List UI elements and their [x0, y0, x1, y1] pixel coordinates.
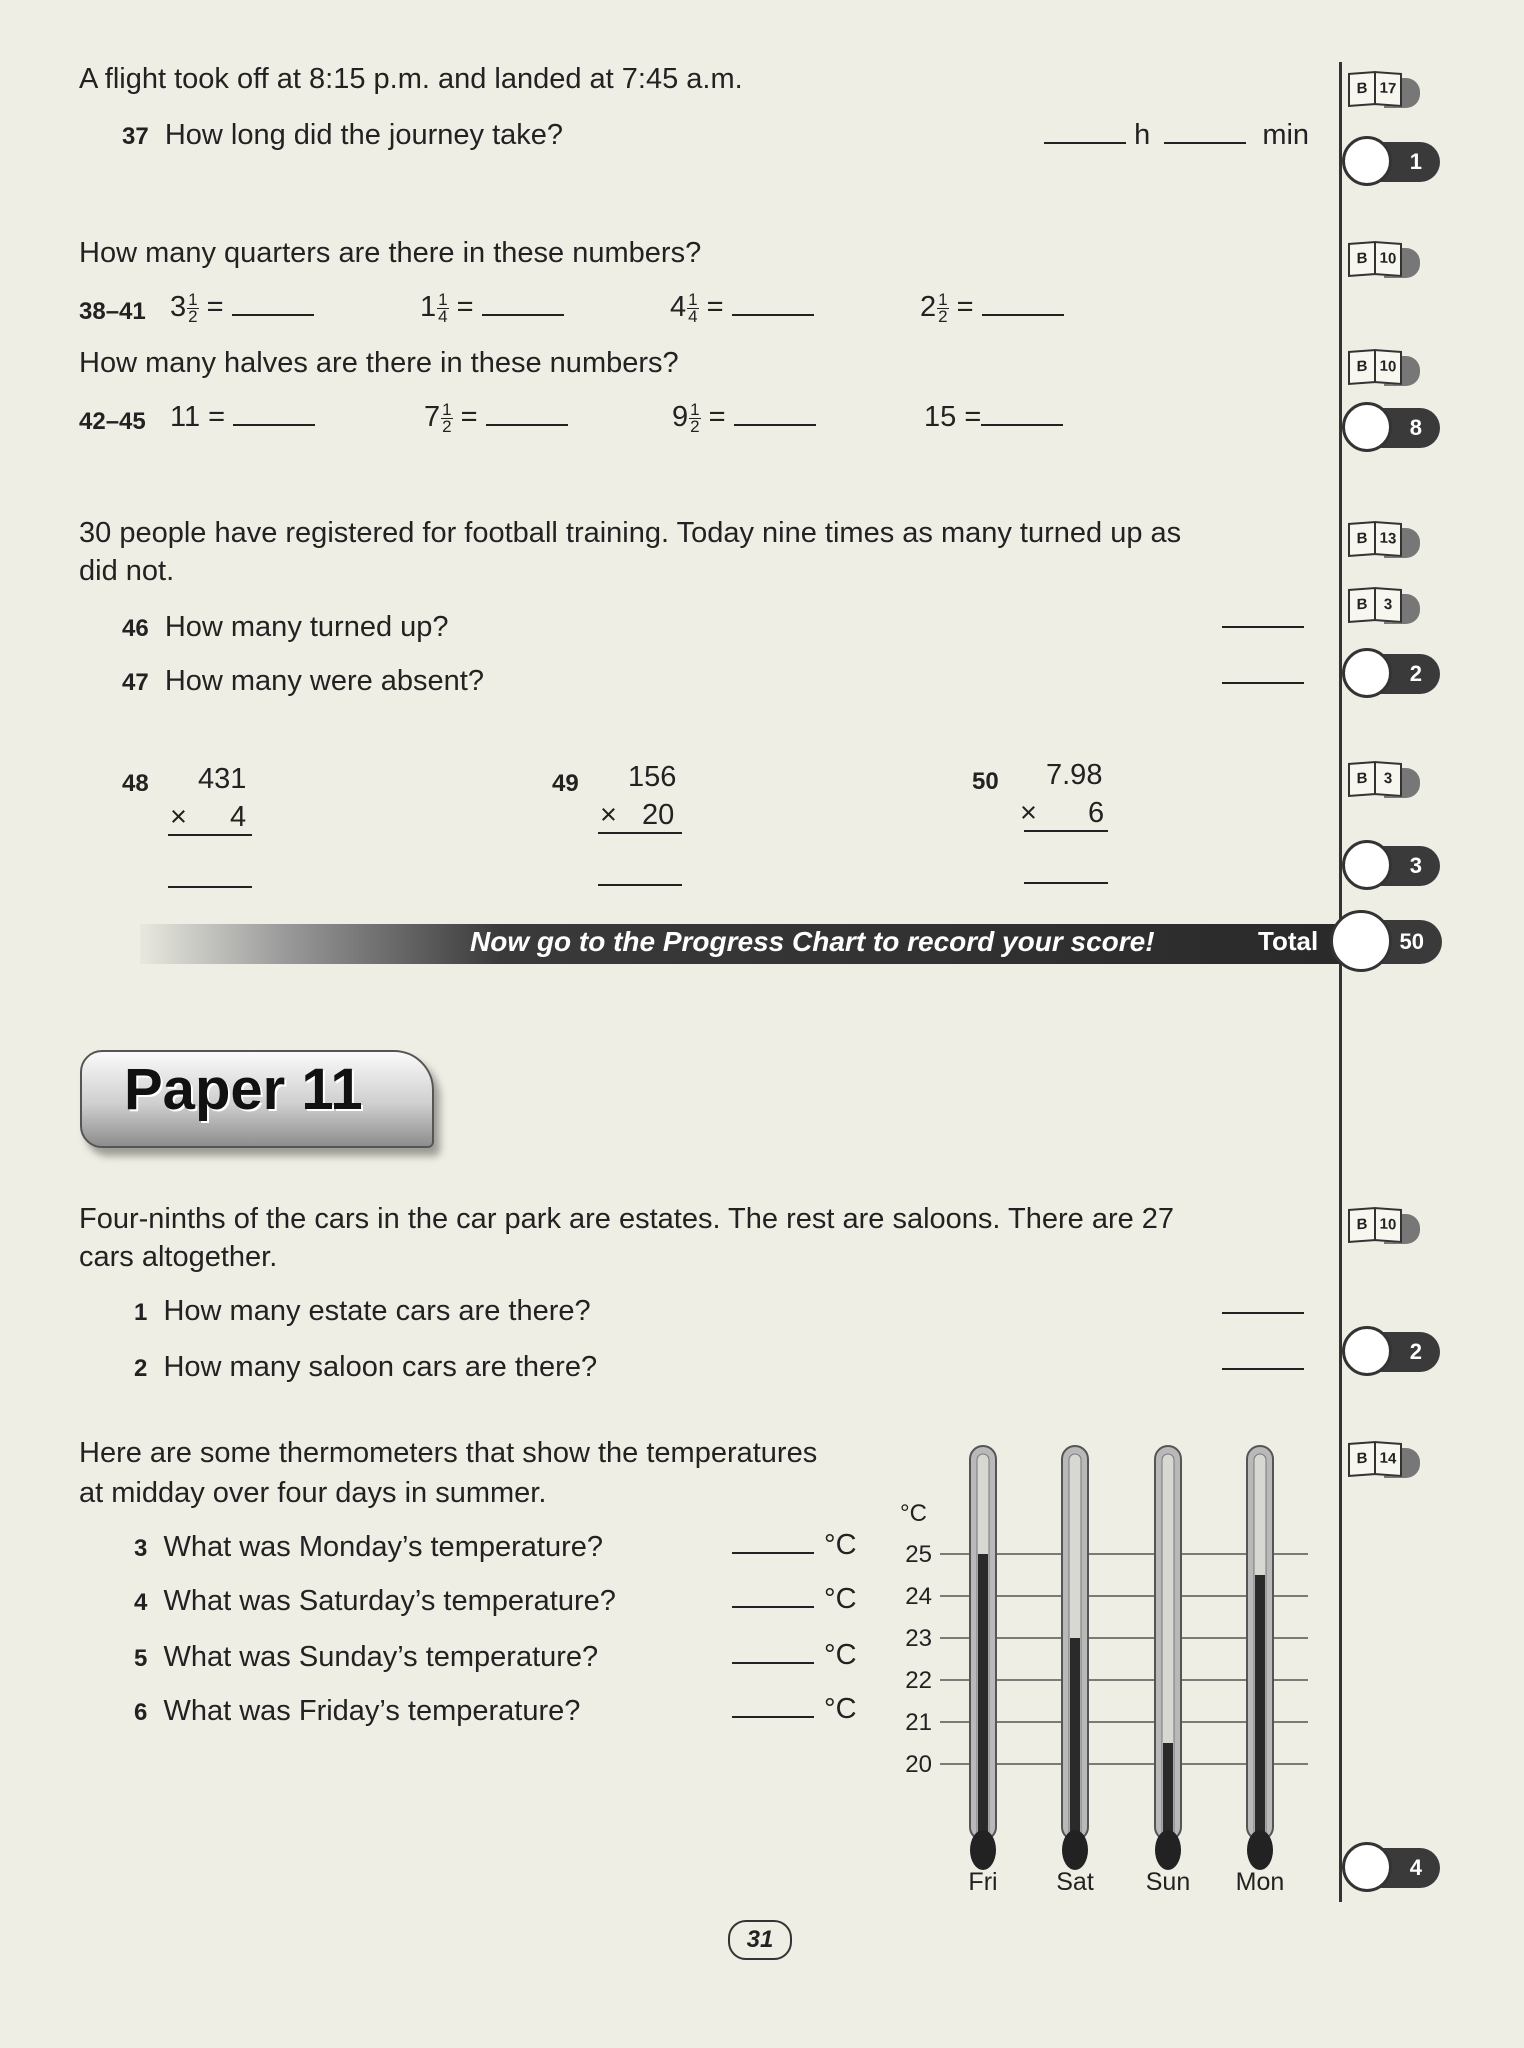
mult-rule: [1024, 830, 1108, 832]
fraction: $\frac{1}{2}$: [442, 399, 452, 436]
total-label: Total: [1258, 926, 1319, 956]
paper-title: Paper 11: [124, 1057, 363, 1122]
thermometer-mercury: [1070, 1638, 1080, 1840]
score-value: 4: [1362, 1848, 1440, 1888]
unit-celsius: °C: [824, 1693, 857, 1725]
tick-label: 21: [905, 1709, 932, 1736]
thermometer-mercury: [1255, 1575, 1265, 1840]
question-number: 42–45: [79, 408, 146, 435]
book-reference-icon: [1344, 70, 1412, 106]
tick-label: 25: [905, 1541, 932, 1568]
fraction: $\frac{1}{4}$: [438, 289, 448, 326]
score-value: 8: [1362, 408, 1440, 448]
question-number: 50: [972, 768, 999, 795]
q3-row: [134, 1530, 603, 1566]
unit-celsius: °C: [824, 1529, 857, 1561]
q1-row: [134, 1294, 591, 1330]
answer-blank-hours[interactable]: [1044, 118, 1126, 144]
thermometer-chart: [880, 1430, 1340, 1910]
answer-blank[interactable]: [1222, 626, 1304, 628]
question-text: How many saloon cars are there?: [163, 1351, 598, 1383]
question-number: 37: [122, 123, 149, 150]
category-label: Mon: [1235, 1868, 1285, 1896]
score-value: 3: [1362, 846, 1440, 886]
answer-blank[interactable]: [1024, 882, 1108, 884]
mult-sign: ×: [600, 799, 617, 831]
q4-row: [134, 1584, 616, 1620]
score-circle[interactable]: [1342, 136, 1392, 186]
score-marker: [1342, 1842, 1442, 1892]
tick-label: 20: [905, 1751, 932, 1778]
mult-rule: [168, 834, 252, 836]
q37-intro: A flight took off at 8:15 p.m. and landed at 7:45 a.m.: [79, 63, 743, 95]
cars-intro-line1: Four-ninths of the cars in the car park are estates. The rest are saloons. There are 27: [79, 1203, 1175, 1235]
book-ref-letter: B: [1348, 1441, 1376, 1477]
football-intro-line2: did not.: [79, 555, 175, 587]
score-value: 2: [1362, 1332, 1440, 1372]
question-text: How many turned up?: [164, 611, 449, 643]
progress-banner-text: Now go to the Progress Chart to record your score!: [470, 926, 1155, 957]
question-number: 48: [122, 770, 149, 797]
question-number: 4: [134, 1589, 148, 1616]
halves-intro: How many halves are there in these numbers?: [79, 347, 679, 379]
answer-blank[interactable]: [482, 290, 564, 316]
q37-row: [122, 118, 563, 154]
category-label: Fri: [968, 1868, 998, 1896]
question-number: 5: [134, 1645, 148, 1672]
therm-intro-line2: at midday over four days in summer.: [79, 1477, 547, 1509]
book-ref-page: 17: [1374, 71, 1402, 107]
book-ref-letter: B: [1348, 349, 1376, 385]
q5-row: [134, 1640, 598, 1676]
q47-row: [122, 664, 484, 700]
whole-number: 7: [424, 401, 441, 433]
category-label: Sat: [1056, 1868, 1094, 1896]
whole-number: 9: [672, 401, 689, 433]
question-number: 47: [122, 669, 149, 696]
total-score-circle[interactable]: [1330, 910, 1392, 972]
book-ref-letter: B: [1348, 587, 1376, 623]
page-number: 31: [728, 1920, 792, 1960]
quarters-intro: How many quarters are there in these numbers?: [79, 237, 702, 269]
score-value: 1: [1362, 142, 1440, 182]
quarters-item: 3 $\frac{1}{2}$ =: [170, 290, 314, 325]
book-ref-letter: B: [1348, 761, 1376, 797]
q2-row: [134, 1350, 597, 1386]
score-circle[interactable]: [1342, 1326, 1392, 1376]
answer-blank[interactable]: [734, 400, 816, 426]
mult-bottom: 4: [230, 801, 247, 833]
whole-number: 4: [670, 291, 687, 323]
thermometer-bulb: [1062, 1830, 1088, 1870]
answer-blank[interactable]: [982, 290, 1064, 316]
score-marker: [1342, 136, 1442, 186]
question-number: 3: [134, 1535, 148, 1562]
tick-label: 23: [905, 1625, 932, 1652]
book-ref-letter: B: [1348, 241, 1376, 277]
mult-top: 7.98: [1046, 759, 1103, 791]
mult-bottom: 6: [1088, 797, 1105, 829]
mult-bottom: 20: [642, 799, 675, 831]
mult-rule: [598, 832, 682, 834]
question-number: 2: [134, 1355, 148, 1382]
fraction: $\frac{1}{2}$: [188, 289, 198, 326]
total-score-marker: [1330, 910, 1442, 972]
quarters-item: 1 $\frac{1}{4}$ =: [420, 290, 564, 325]
thermometer-mercury: [978, 1554, 988, 1840]
answer-blank-minutes[interactable]: [1164, 118, 1246, 144]
question-number: 1: [134, 1299, 148, 1326]
fraction: $\frac{1}{2}$: [690, 399, 700, 436]
question-number: 6: [134, 1699, 148, 1726]
cars-intro-line2: cars altogether.: [79, 1241, 278, 1273]
question-number: 38–41: [79, 298, 146, 325]
book-ref-page: 14: [1374, 1441, 1402, 1477]
answer-blank[interactable]: [233, 400, 315, 426]
therm-intro-line1: Here are some thermometers that show the temperatures: [79, 1437, 818, 1469]
answer-blank[interactable]: [732, 1606, 814, 1608]
whole-number: 15: [924, 401, 957, 433]
answer-blank[interactable]: [732, 1552, 814, 1554]
unit-celsius: °C: [824, 1639, 857, 1671]
score-circle[interactable]: [1342, 840, 1392, 890]
halves-item: 7 $\frac{1}{2}$ =: [424, 400, 568, 435]
question-text: What was Friday’s temperature?: [163, 1695, 581, 1727]
book-reference-icon: [1344, 586, 1412, 622]
whole-number: 11: [170, 401, 201, 433]
score-value: 2: [1362, 654, 1440, 694]
mult-sign: ×: [170, 801, 187, 833]
book-ref-letter: B: [1348, 71, 1376, 107]
thermometer-bulb: [1155, 1830, 1181, 1870]
halves-item: 11 =: [170, 400, 315, 434]
book-ref-letter: B: [1348, 521, 1376, 557]
answer-blank[interactable]: [732, 1716, 814, 1718]
book-reference-icon: [1344, 1206, 1412, 1242]
question-text: What was Monday’s temperature?: [163, 1531, 603, 1563]
mult-top: 156: [628, 761, 677, 793]
q46-row: [122, 610, 449, 646]
category-label: Sun: [1145, 1868, 1191, 1896]
unit-celsius: °C: [824, 1583, 857, 1615]
q37-answer: [1044, 118, 1309, 152]
whole-number: 1: [420, 291, 437, 323]
football-intro-line1: 30 people have registered for football training. Today nine times as many turned up as: [79, 517, 1182, 549]
answer-blank[interactable]: [168, 886, 252, 888]
answer-blank[interactable]: [486, 400, 568, 426]
halves-item: 15 =: [924, 400, 1063, 434]
question-text: What was Sunday’s temperature?: [163, 1641, 599, 1673]
book-ref-page: 10: [1374, 241, 1402, 277]
tick-label: 22: [905, 1667, 932, 1694]
fraction: $\frac{1}{4}$: [688, 289, 698, 326]
thermometer-mercury: [1163, 1743, 1173, 1840]
book-reference-icon: [1344, 1440, 1412, 1476]
question-number: 46: [122, 615, 149, 642]
question-text: How many were absent?: [164, 665, 484, 697]
thermometer-bulb: [970, 1830, 996, 1870]
book-ref-page: 13: [1374, 521, 1402, 557]
score-marker: [1342, 1326, 1442, 1376]
answer-blank[interactable]: [232, 290, 314, 316]
score-marker: [1342, 648, 1442, 698]
thermometer-bulb: [1247, 1830, 1273, 1870]
question-text: How long did the journey take?: [164, 119, 564, 151]
book-reference-icon: [1344, 240, 1412, 276]
halves-item: 9 $\frac{1}{2}$ =: [672, 400, 816, 435]
book-ref-letter: B: [1348, 1207, 1376, 1243]
book-ref-page: 10: [1374, 349, 1402, 385]
answer-blank[interactable]: [1222, 1312, 1304, 1314]
quarters-item: 4 $\frac{1}{4}$ =: [670, 290, 814, 325]
answer-blank[interactable]: [1222, 682, 1304, 684]
question-text: What was Saturday’s temperature?: [163, 1585, 616, 1617]
tick-label: 24: [905, 1583, 932, 1610]
answer-blank[interactable]: [981, 400, 1063, 426]
score-circle[interactable]: [1342, 402, 1392, 452]
score-circle[interactable]: [1342, 648, 1392, 698]
quarters-item: 2 $\frac{1}{2}$ =: [920, 290, 1064, 325]
answer-blank[interactable]: [598, 884, 682, 886]
whole-number: 3: [170, 291, 187, 323]
answer-blank[interactable]: [732, 290, 814, 316]
question-text: How many estate cars are there?: [163, 1295, 591, 1327]
score-circle[interactable]: [1342, 1842, 1392, 1892]
answer-blank[interactable]: [1222, 1368, 1304, 1370]
score-marker: [1342, 840, 1442, 890]
score-marker: [1342, 402, 1442, 452]
book-reference-icon: [1344, 348, 1412, 384]
answer-blank[interactable]: [732, 1662, 814, 1664]
axis-unit-label: °C: [900, 1500, 927, 1527]
whole-number: 2: [920, 291, 937, 323]
unit-minutes: min: [1262, 119, 1310, 151]
book-reference-icon: [1344, 760, 1412, 796]
unit-hours: h: [1134, 119, 1151, 151]
book-ref-page: 3: [1374, 761, 1402, 797]
mult-sign: ×: [1020, 797, 1037, 829]
book-reference-icon: [1344, 520, 1412, 556]
book-ref-page: 10: [1374, 1207, 1402, 1243]
question-number: 49: [552, 770, 579, 797]
fraction: $\frac{1}{2}$: [938, 289, 948, 326]
q6-row: [134, 1694, 580, 1730]
mult-top: 431: [198, 763, 247, 795]
book-ref-page: 3: [1374, 587, 1402, 623]
total-score-value: 50: [1356, 920, 1442, 964]
